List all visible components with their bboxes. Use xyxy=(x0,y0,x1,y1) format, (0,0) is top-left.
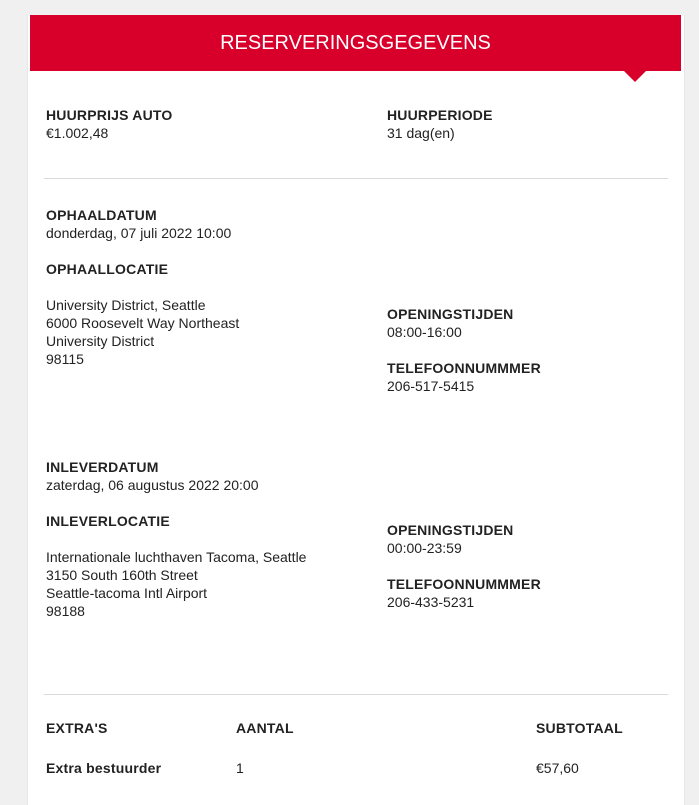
dropoff-date-value: zaterdag, 06 augustus 2022 20:00 xyxy=(46,477,259,493)
pickup-date-value: donderdag, 07 juli 2022 10:00 xyxy=(46,225,232,241)
reservation-card xyxy=(27,15,685,805)
extra-quantity: 1 xyxy=(236,760,244,776)
dropoff-address xyxy=(46,548,306,620)
pickup-phone-label: TELEFOONNUMMMER xyxy=(387,360,541,376)
header-notch-icon xyxy=(624,71,646,82)
dropoff-date-label: INLEVERDATUM xyxy=(46,459,159,475)
dropoff-hours-label: OPENINGSTIJDEN xyxy=(387,522,514,538)
address-line: University District, Seattle xyxy=(46,297,206,313)
rental-price-value: €1.002,48 xyxy=(46,125,109,141)
dropoff-location-label: INLEVERLOCATIE xyxy=(46,513,170,529)
extras-column-header: EXTRA'S xyxy=(46,720,108,736)
pickup-hours-label: OPENINGSTIJDEN xyxy=(387,306,514,322)
address-line: 98115 xyxy=(46,351,84,367)
dropoff-phone-value: 206-433-5231 xyxy=(387,594,475,610)
address-line: 98188 xyxy=(46,603,85,619)
rental-period-label: HUURPERIODE xyxy=(387,107,493,123)
divider xyxy=(44,694,668,695)
reservation-title: RESERVERINGSGEGEVENS xyxy=(220,32,491,54)
pickup-phone-value: 206-517-5415 xyxy=(387,378,475,394)
address-line: 3150 South 160th Street xyxy=(46,567,198,583)
extra-name: Extra bestuurder xyxy=(46,760,162,776)
pickup-hours-value: 08:00-16:00 xyxy=(387,324,462,340)
rental-price-label: HUURPRIJS AUTO xyxy=(46,107,173,123)
address-line: Seattle-tacoma Intl Airport xyxy=(46,585,208,601)
divider xyxy=(44,178,668,179)
subtotal-column-header: SUBTOTAAL xyxy=(536,720,623,736)
pickup-date-label: OPHAALDATUM xyxy=(46,207,157,223)
address-line: University District xyxy=(46,333,155,349)
address-line: Internationale luchthaven Tacoma, Seattle xyxy=(46,549,307,565)
extra-subtotal: €57,60 xyxy=(536,760,579,776)
dropoff-phone-label: TELEFOONNUMMMER xyxy=(387,576,541,592)
address-line: 6000 Roosevelt Way Northeast xyxy=(46,315,240,331)
rental-period-value: 31 dag(en) xyxy=(387,125,455,141)
pickup-location-label: OPHAALLOCATIE xyxy=(46,261,169,277)
dropoff-hours-value: 00:00-23:59 xyxy=(387,540,462,556)
pickup-address xyxy=(46,296,239,368)
quantity-column-header: AANTAL xyxy=(236,720,294,736)
reservation-header xyxy=(30,15,681,71)
